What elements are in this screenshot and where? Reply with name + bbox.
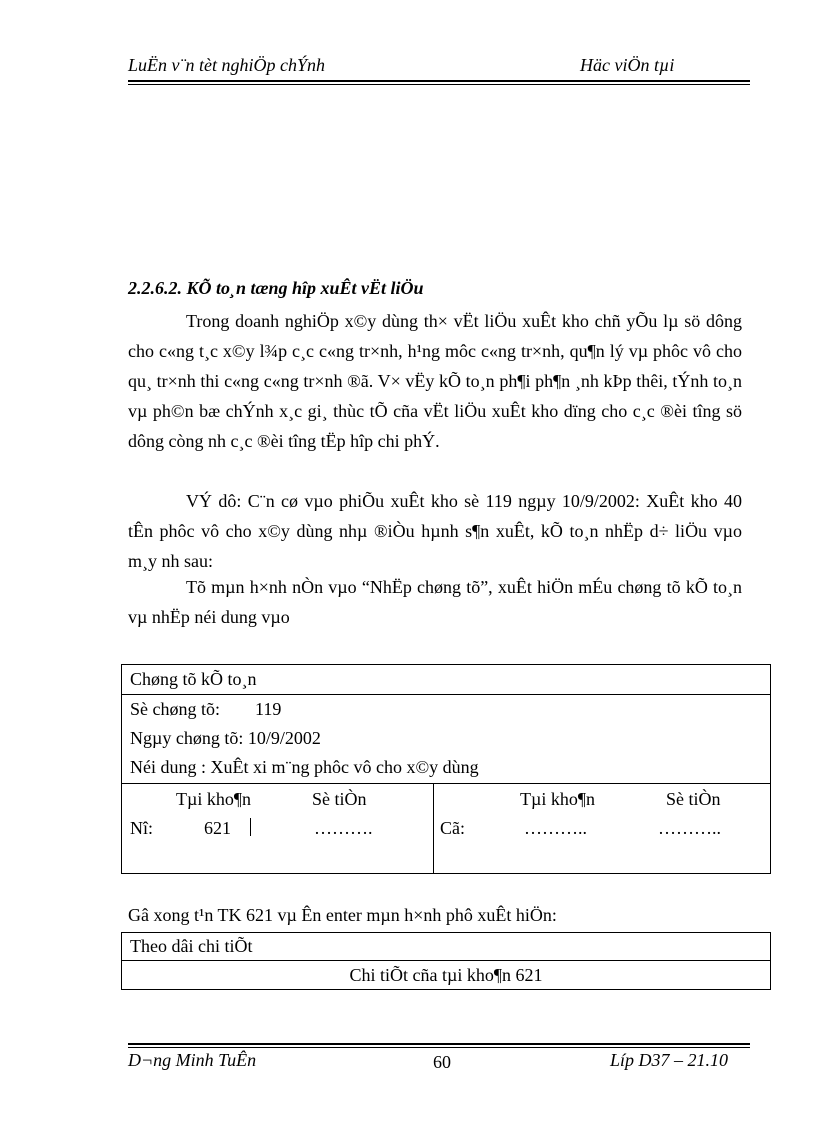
voucher-number-field[interactable]: 119 <box>255 699 282 719</box>
debit-amount-header: Sè tiÒn <box>312 789 367 809</box>
debit-amount-field[interactable]: ………. <box>314 818 373 838</box>
debit-account-header: Tµi kho¶n <box>176 789 252 809</box>
voucher-number-row <box>122 695 770 724</box>
section-title: 2.2.6.2. KÕ to¸n tæng hîp xuÊt vËt liÖu <box>128 278 424 298</box>
page-number: 60 <box>433 1052 451 1072</box>
voucher-entry-grid <box>122 783 770 873</box>
credit-account-header: Tµi kho¶n <box>520 789 596 809</box>
header-left-text: LuËn v¨n tèt nghiÖp chÝnh <box>128 55 325 75</box>
paragraph-instruction: Tõ mµn h×nh nÒn vµo “NhËp chøng tõ”, xuÊt hiÖn mÉu chøng tõ kÕ to¸n vµ nhËp néi dung vµo <box>128 577 742 627</box>
footer-rule-thick <box>128 1043 750 1045</box>
header-rule-thick <box>128 80 750 82</box>
paragraph-example: VÝ dô: C¨n cø vµo phiÕu xuÊt kho sè 119 ngµy 10/9/2002: XuÊt kho 40 tÊn phôc vô cho x©y dùng nhµ ®iÒu hµnh s¶n xuÊt, kÕ to¸n nhËp d÷ liÖu vµo m¸y nh sau: <box>128 491 742 571</box>
text-cursor <box>250 818 251 836</box>
voucher-number-label: Sè chøng tõ: <box>130 699 220 719</box>
detail-box-title: Theo dâi chi tiÕt <box>122 933 770 961</box>
credit-account-field[interactable]: ……….. <box>524 818 587 838</box>
footer-author: D¬ng Minh TuÊn <box>128 1050 257 1070</box>
debit-account-field[interactable]: 621 <box>204 818 231 838</box>
header-rule-thin <box>128 84 750 85</box>
instruction-text: Gâ xong t¹n TK 621 vµ Ên enter mµn h×nh phô xuÊt hiÖn: <box>128 905 557 925</box>
debit-section <box>122 784 434 873</box>
voucher-date-field[interactable]: Ngµy chøng tõ: 10/9/2002 <box>130 728 321 748</box>
detail-tracking-box <box>121 932 771 990</box>
voucher-content-field[interactable]: Néi dung : XuÊt xi m¨ng phôc vô cho x©y dùng <box>130 757 479 777</box>
footer-rule-thin <box>128 1047 750 1048</box>
detail-box-subtitle: Chi tiÕt cña tµi kho¶n 621 <box>349 965 543 985</box>
footer-class: Líp D37 – 21.10 <box>610 1050 729 1070</box>
credit-section <box>434 784 770 873</box>
voucher-form <box>121 664 771 874</box>
voucher-title: Chøng tõ kÕ to¸n <box>122 665 770 695</box>
header-right-text: Häc viÖn tµi <box>580 55 675 75</box>
debit-side-label: Nî: <box>130 818 154 838</box>
credit-amount-field[interactable]: ……….. <box>658 818 721 838</box>
paragraph-intro: Trong doanh nghiÖp x©y dùng th× vËt liÖu xuÊt kho chñ yÕu lµ sö dông cho c«ng t¸c x©y l¾p c¸c c«ng tr×nh, h¹ng môc c«ng tr×nh, qu¶n lý vµ phôc vô cho qu¸ tr×nh thi c«ng c«ng tr×nh ®ã. V× vËy kÕ to¸n ph¶i ph¶n ¸nh kÞp thêi, tÝnh to¸n vµ ph©n bæ chÝnh x¸c gi¸ thùc tÕ cña vËt liÖu xuÊt kho dïng cho c¸c ®èi tîng sö dông còng nh c¸c ®èi tîng tËp hîp chi phÝ. <box>128 311 742 451</box>
credit-side-label: Cã: <box>440 818 465 838</box>
credit-amount-header: Sè tiÒn <box>666 789 721 809</box>
